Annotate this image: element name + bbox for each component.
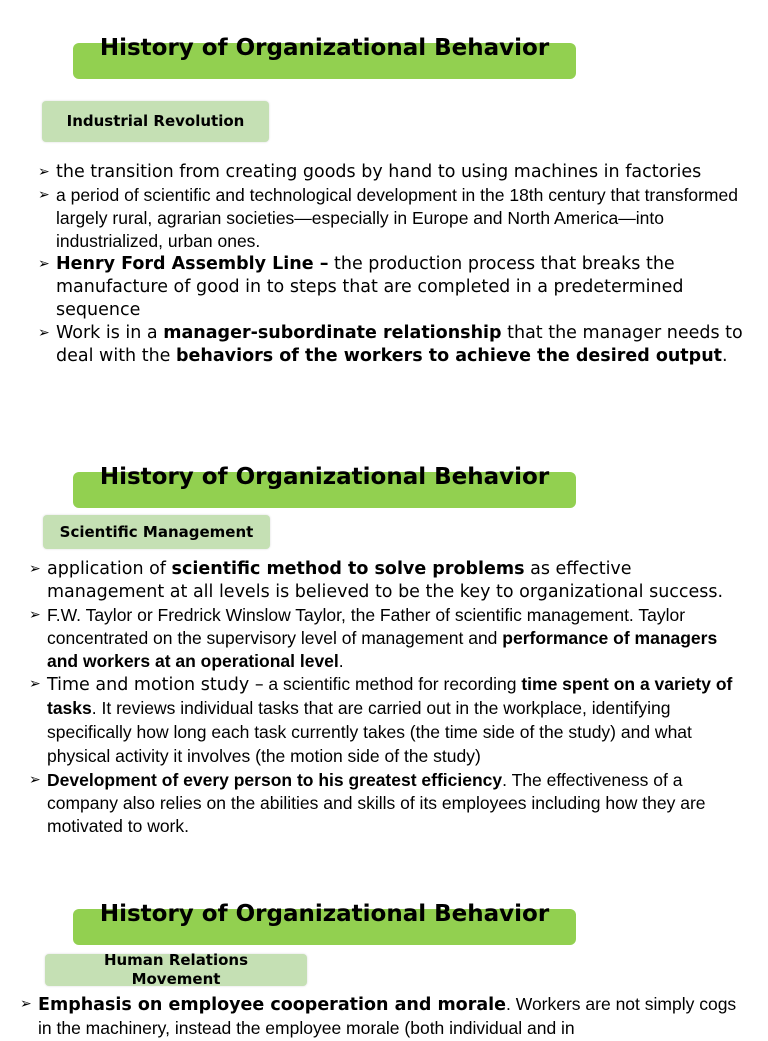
bullet-text: a period of scientific and technological development in the 18th century that transformed largely rural, agrarian societies—especially in Europe and North America—into industrialized, urban ones. xyxy=(56,185,738,251)
bullet-text: Development of every person to his greatest efficiency xyxy=(47,770,503,790)
arrow-bullet-icon: ➢ xyxy=(29,607,41,623)
bullet-text: . The effectiveness of a company also relies on the abilities and skills of its employees including how they are motivated to work. xyxy=(47,770,706,836)
arrow-bullet-icon: ➢ xyxy=(38,164,50,180)
bullet-item xyxy=(20,993,750,1041)
bullet-text: F.W. Taylor or Fredrick Winslow Taylor, the Father of scientific management. Taylor concentrated on the supervisory level of management and xyxy=(47,605,686,648)
arrow-bullet-icon: ➢ xyxy=(29,772,41,788)
bullet-item xyxy=(38,161,750,184)
arrow-bullet-icon: ➢ xyxy=(20,996,32,1012)
section-1-bullets xyxy=(38,161,750,368)
bullet-text: the production process that breaks the manufacture of good in to steps that are completed in a predetermined sequence xyxy=(56,254,684,320)
section-2-title: History of Organizational Behavior xyxy=(99,464,550,490)
bullet-text: the transition from creating goods by hand to using machines in factories xyxy=(56,162,702,182)
bullet-text: Work is in a xyxy=(56,323,164,343)
arrow-bullet-icon: ➢ xyxy=(38,325,50,341)
bullet-text: manager-subordinate relationship xyxy=(163,323,502,343)
section-3-bullets xyxy=(20,993,750,1041)
bullet-item xyxy=(29,604,753,673)
bullet-text: . xyxy=(338,651,344,671)
section-1-subtitle: Industrial Revolution xyxy=(42,101,269,142)
section-1-title: History of Organizational Behavior xyxy=(99,35,550,61)
bullet-item xyxy=(38,322,750,368)
arrow-bullet-icon: ➢ xyxy=(29,561,41,577)
bullet-text: a scientific method for recording xyxy=(263,674,522,694)
bullet-text: performance of managers and workers at an operational level xyxy=(47,628,718,671)
bullet-item xyxy=(38,253,750,322)
bullet-item xyxy=(38,184,750,253)
arrow-bullet-icon: ➢ xyxy=(29,676,41,692)
bullet-text: application of xyxy=(47,559,172,579)
arrow-bullet-icon: ➢ xyxy=(38,187,50,203)
bullet-text: . xyxy=(722,346,728,366)
bullet-text: Henry Ford Assembly Line – xyxy=(56,254,329,274)
arrow-bullet-icon: ➢ xyxy=(38,256,50,272)
bullet-text: . Workers are not simply cogs in the machinery, instead the employee morale (both individual and in xyxy=(38,994,737,1038)
section-2-bullets xyxy=(29,558,753,838)
bullet-text: scientific method to solve problems xyxy=(171,559,525,579)
bullet-item xyxy=(29,558,753,604)
section-2-subtitle: Scientific Management xyxy=(43,515,270,549)
section-3-title: History of Organizational Behavior xyxy=(99,901,550,927)
bullet-text: that the manager needs to deal with the xyxy=(56,323,743,366)
bullet-item xyxy=(29,769,753,838)
bullet-text: . It reviews individual tasks that are carried out in the workplace, identifying specifically how long each task currently takes (the time side of the study) and what physical activity it involves (the motion side of the study) xyxy=(47,698,692,766)
bullet-text: Emphasis on employee cooperation and morale xyxy=(38,995,507,1015)
bullet-item xyxy=(29,673,753,769)
bullet-text: behaviors of the workers to achieve the desired output xyxy=(176,346,723,366)
section-3-subtitle: Human Relations Movement xyxy=(45,954,307,986)
bullet-text: Time and motion study – xyxy=(47,675,264,695)
bullet-text: time spent on a variety of tasks xyxy=(47,674,733,718)
bullet-text: as effective management at all levels is believed to be the key to organizational success. xyxy=(47,559,724,602)
